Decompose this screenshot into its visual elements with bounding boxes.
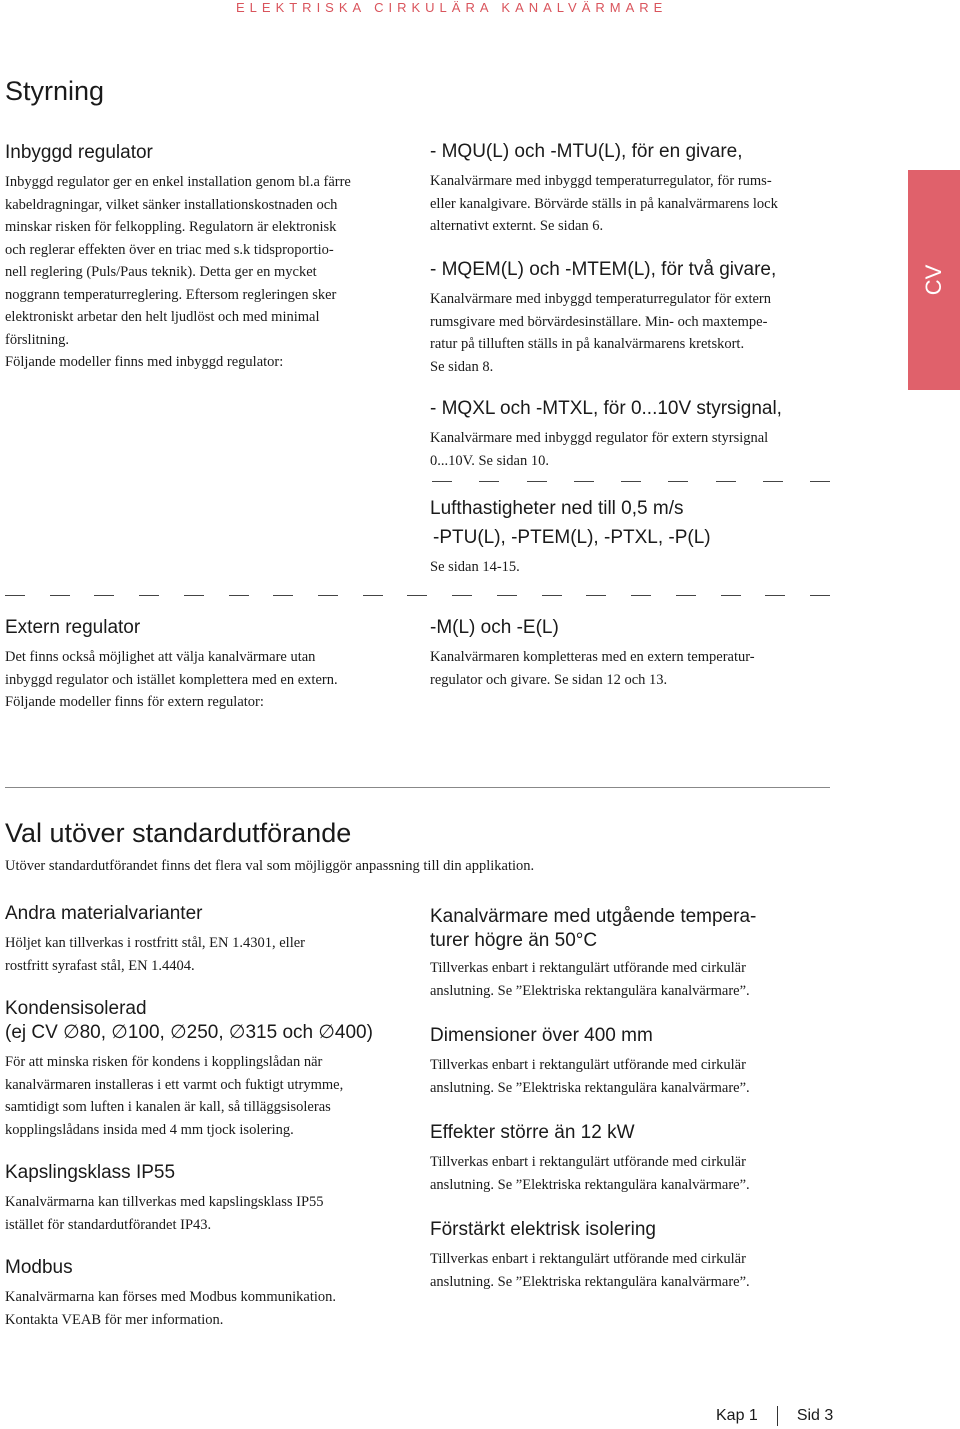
text-line: Följande modeller finns för extern regulator: [5, 694, 264, 710]
extern-block [5, 616, 405, 714]
text-line: Kanalvärmare med inbyggd regulator för extern styrsignal [430, 430, 769, 446]
option-isolering [430, 1218, 850, 1293]
text-line: Höljet kan tillverkas i rostfritt stål, EN 1.4301, eller [5, 935, 306, 951]
text-line: och reglerar effekten över en triac med s.k tidsproportio- [5, 241, 334, 258]
text-line: istället för standardutförandet IP43. [5, 1216, 212, 1233]
footer-separator [777, 1406, 778, 1426]
option-material [5, 902, 415, 977]
inbyggd-body [5, 171, 400, 374]
option-heading: Kanalvärmare med utgående tempera- [430, 906, 757, 927]
chapter-label: Kap 1 [716, 1407, 758, 1425]
text-line: Följande modeller finns med inbyggd regulator: [5, 354, 284, 370]
extern-heading: Extern regulator [5, 617, 141, 638]
model-mqem [430, 256, 850, 378]
model-heading: -M(L) och -E(L) [430, 617, 559, 638]
options-left [5, 902, 415, 1331]
section-title-styrning: Styrning [5, 76, 105, 106]
text-line: ratur på tilluften ställs in på kanalvärmarens kretskort. [430, 336, 745, 352]
section-tab [908, 170, 960, 390]
option-dimensioner [430, 1024, 850, 1099]
text-line: alternativt externt. Se sidan 6. [430, 218, 604, 234]
text-line: Kanalvärmare med inbyggd temperaturregulator, för rums- [430, 173, 772, 189]
text-line: elektroniskt arbetar den helt ljudlöst och med minimal [5, 309, 320, 325]
text-line: 0...10V. Se sidan 10. [430, 452, 549, 469]
text-line: regulator och givare. Se sidan 12 och 13. [430, 671, 668, 688]
option-heading: Andra materialvarianter [5, 903, 203, 924]
text-line: Det finns också möjlighet att välja kanalvärmare utan [5, 649, 316, 665]
option-heading: (ej CV ∅80, ∅100, ∅250, ∅315 och ∅400) [5, 1022, 373, 1043]
option-heading: turer högre än 50°C [430, 930, 598, 951]
text-line: anslutning. Se ”Elektriska rektangulära kanalvärmare”. [430, 982, 750, 999]
options-right [430, 905, 850, 1293]
option-heading: Modbus [5, 1257, 73, 1278]
model-heading: - MQEM(L) och -MTEM(L), för två givare, [430, 259, 777, 280]
text-line: rostfritt syrafast stål, EN 1.4404. [5, 957, 195, 974]
text-line: anslutning. Se ”Elektriska rektangulära kanalvärmare”. [430, 1176, 750, 1193]
model-mqu [430, 138, 850, 238]
inbyggd-heading: Inbyggd regulator [5, 142, 153, 163]
option-effekter [430, 1121, 850, 1196]
text-line: kanalvärmaren installeras i ett varmt och fuktigt utrymme, [5, 1076, 344, 1093]
val-intro: Utöver standardutförandet finns det flera val som möjliggör anpassning till din applikation. [5, 858, 535, 874]
model-me [430, 616, 850, 691]
text-line: Se sidan 8. [430, 358, 494, 375]
text-line: Kanalvärmare med inbyggd temperaturregulator för extern [430, 291, 772, 307]
luft-heading: Lufthastigheter ned till 0,5 m/s [430, 498, 684, 519]
text-line: noggrann temperaturreglering. Eftersom regleringen sker [5, 286, 337, 303]
text-line: Tillverkas enbart i rektangulärt utförande med cirkulär [430, 1154, 746, 1170]
dashed-divider [432, 481, 830, 482]
page-footer [716, 1406, 833, 1426]
option-heading: Dimensioner över 400 mm [430, 1025, 653, 1046]
model-heading: - MQXL och -MTXL, för 0...10V styrsignal, [430, 398, 782, 419]
text-line: anslutning. Se ”Elektriska rektangulära kanalvärmare”. [430, 1273, 750, 1290]
section-tab-label: CV [921, 264, 946, 296]
dashed-divider [5, 595, 830, 596]
text-line: eller kanalgivare. Börvärde ställs in på kanalvärmarens lock [430, 195, 778, 212]
option-kondens [5, 997, 415, 1141]
text-line: Tillverkas enbart i rektangulärt utförande med cirkulär [430, 1251, 746, 1267]
section-rule [5, 787, 830, 788]
text-line: Tillverkas enbart i rektangulärt utförande med cirkulär [430, 960, 746, 976]
text-line: anslutning. Se ”Elektriska rektangulära kanalvärmare”. [430, 1079, 750, 1096]
option-temperatur [430, 905, 850, 1002]
inbyggd-block [5, 141, 400, 374]
option-heading: Förstärkt elektrisk isolering [430, 1219, 656, 1240]
text-line: nell reglering (Puls/Paus teknik). Detta ger en mycket [5, 264, 317, 280]
model-mqxl [430, 395, 850, 472]
option-heading: Kapslingsklass IP55 [5, 1162, 176, 1183]
text-line: Kanalvärmaren kompletteras med en extern temperatur- [430, 649, 755, 665]
text-line: Tillverkas enbart i rektangulärt utförande med cirkulär [430, 1057, 746, 1073]
text-line: Kanalvärmarna kan förses med Modbus kommunikation. [5, 1289, 337, 1305]
section-title-val: Val utöver standardutförande [5, 818, 352, 848]
page-number: Sid 3 [796, 1407, 834, 1425]
running-header: ELEKTRISKA CIRKULÄRA KANALVÄRMARE [236, 0, 668, 15]
text-line: minskar risken för felkoppling. Regulatorn är elektronisk [5, 219, 337, 235]
text-line: rumsgivare med börvärdesinställare. Min- och maxtempe- [430, 313, 768, 330]
option-heading: Effekter större än 12 kW [430, 1122, 635, 1143]
text-line: Kanalvärmarna kan tillverkas med kapslingsklass IP55 [5, 1194, 324, 1210]
text-line: samtidigt som luften i kanalen är kall, så tilläggsisoleras [5, 1099, 331, 1115]
text-line: kabeldragningar, vilket sänker installationskostnaden och [5, 196, 338, 213]
option-heading: Kondensisolerad [5, 998, 147, 1019]
luft-models: -PTU(L), -PTEM(L), -PTXL, -P(L) [433, 527, 711, 548]
text-line: förslitning. [5, 331, 70, 348]
text-line: Kontakta VEAB för mer information. [5, 1311, 224, 1328]
option-ip55 [5, 1161, 415, 1236]
model-heading: - MQU(L) och -MTU(L), för en givare, [430, 141, 743, 162]
luft-block [430, 495, 850, 579]
option-modbus [5, 1256, 415, 1331]
text-line: Inbyggd regulator ger en enkel installation genom bl.a färre [5, 174, 351, 190]
text-line: För att minska risken för kondens i kopplingslådan när [5, 1054, 323, 1070]
text-line: inbyggd regulator och istället komplettera med en extern. [5, 671, 338, 688]
luft-note: Se sidan 14-15. [430, 559, 520, 575]
text-line: kopplingslådans insida med 4 mm tjock isolering. [5, 1121, 294, 1138]
